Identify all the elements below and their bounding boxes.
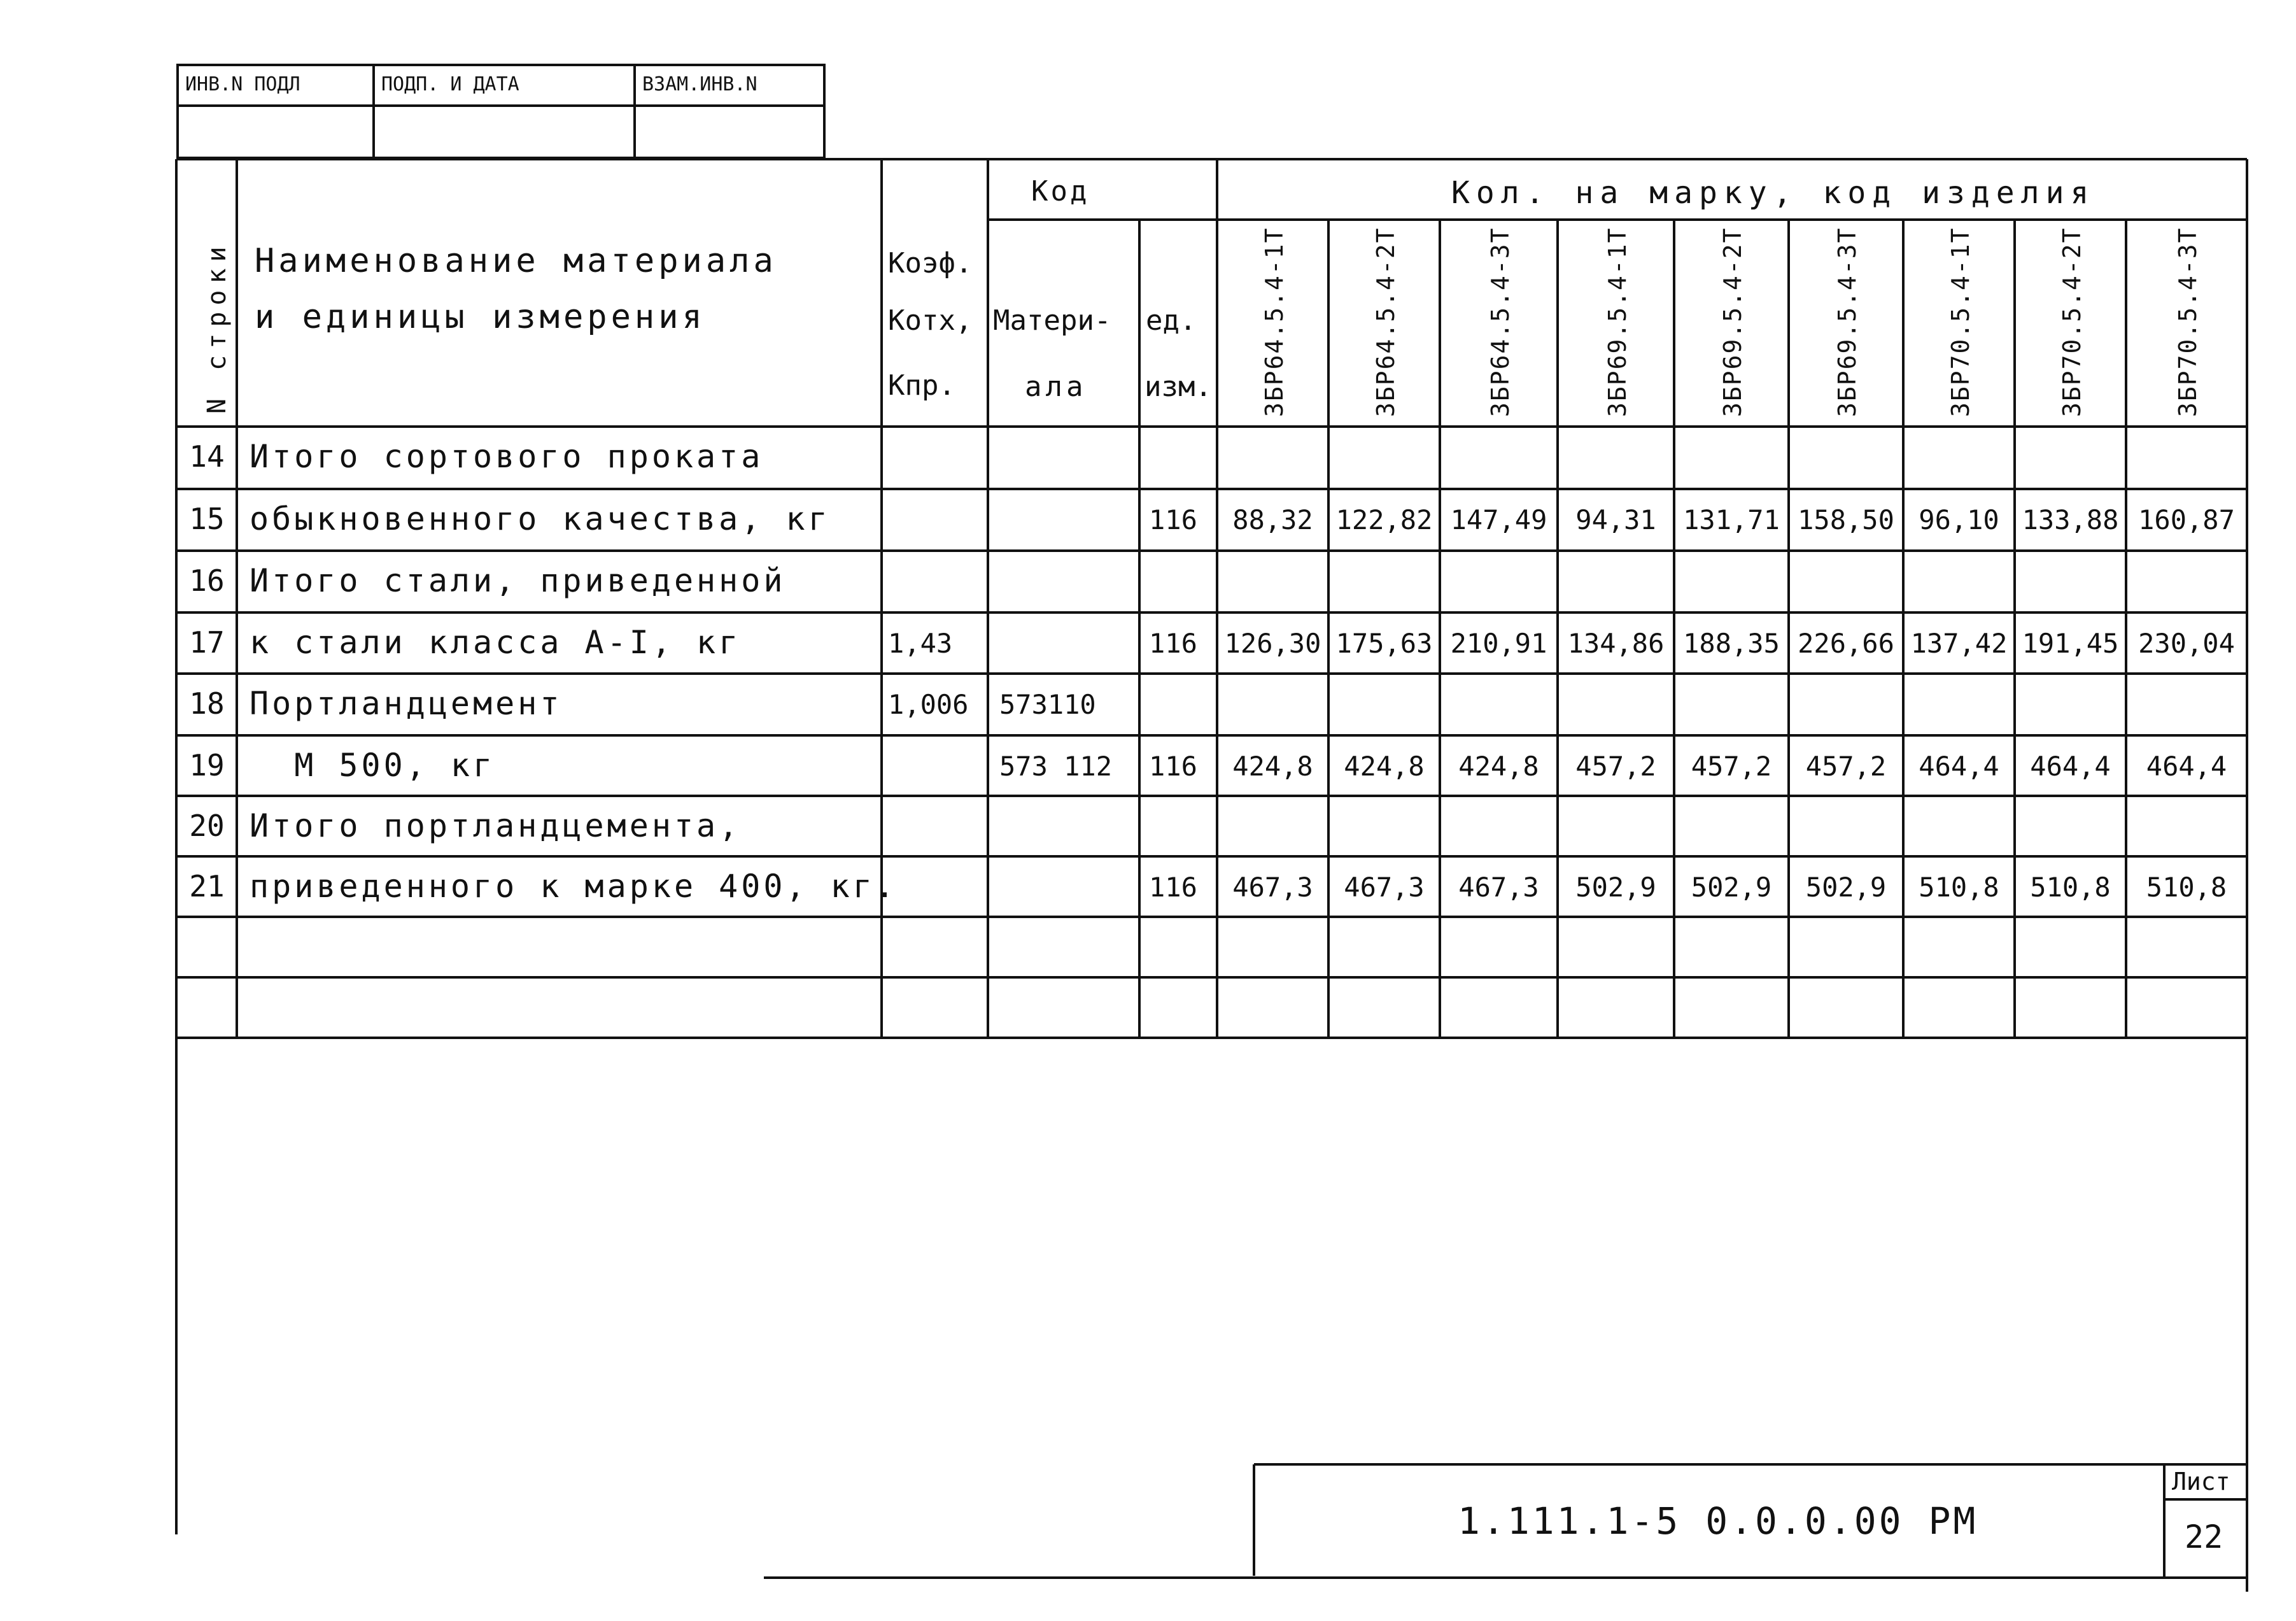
row-material-name: к стали класса А-I, кг (250, 624, 742, 661)
row-material-name: Портландцемент (250, 685, 563, 722)
row-number: 16 (189, 563, 225, 598)
row-value: 175,63 (1335, 628, 1433, 659)
mark-header-1: 3БР64.5.4-2Т (1371, 227, 1400, 417)
row-value: 502,9 (1575, 872, 1656, 903)
header-kod-unit-line1: ед. (1146, 304, 1197, 337)
row-value: 94,31 (1575, 504, 1656, 535)
row-value: 464,4 (1919, 751, 1999, 782)
mark-header-6: 3БР70.5.4-1Т (1946, 227, 1975, 417)
stamp-vzam-inv: ВЗАМ.ИНВ.N (642, 73, 757, 96)
header-kod: Код (1031, 175, 1090, 208)
row-coefficient: 1,006 (888, 689, 969, 720)
row-value: 502,9 (1691, 872, 1772, 903)
row-unit-code: 116 (1149, 504, 1197, 535)
row-value: 230,04 (2138, 628, 2235, 659)
mark-header-5: 3БР69.5.4-3Т (1833, 227, 1861, 417)
mark-header-7: 3БР70.5.4-2Т (2057, 227, 2086, 417)
row-value: 457,2 (1575, 751, 1656, 782)
stamp-inv-podl: ИНВ.N ПОДЛ (179, 66, 375, 104)
stamp-podp-data: ПОДП. И ДАТА (375, 66, 636, 104)
row-value: 424,8 (1344, 751, 1425, 782)
row-value: 467,3 (1458, 872, 1539, 903)
mark-header-3: 3БР69.5.4-1Т (1603, 227, 1631, 417)
row-value: 160,87 (2138, 504, 2235, 535)
row-value: 210,91 (1450, 628, 1547, 659)
row-unit-code: 116 (1149, 872, 1197, 903)
row-value: 158,50 (1798, 504, 1894, 535)
row-material-name: Итого стали, приведенной (250, 562, 786, 599)
header-kod-unit-line2: изм. (1144, 371, 1212, 403)
row-coefficient: 1,43 (888, 628, 953, 659)
row-value: 464,4 (2030, 751, 2111, 782)
row-value: 226,66 (1798, 628, 1894, 659)
row-material-code: 573 112 (999, 751, 1113, 782)
row-value: 510,8 (2030, 872, 2111, 903)
row-value: 188,35 (1683, 628, 1780, 659)
header-name-line1: Наименование материала (255, 242, 777, 280)
header-coef-line2: Котх, (888, 304, 973, 337)
mark-header-0: 3БР64.5.4-1Т (1260, 227, 1288, 417)
row-value: 457,2 (1805, 751, 1887, 782)
row-unit-code: 116 (1149, 751, 1197, 782)
sheet-label: Лист (2172, 1468, 2230, 1496)
row-material-name: Итого портландцемента, (250, 807, 742, 844)
row-value: 510,8 (1919, 872, 1999, 903)
row-value: 126,30 (1224, 628, 1321, 659)
row-material-name: обыкновенного качества, кг (250, 500, 831, 537)
row-value: 457,2 (1691, 751, 1772, 782)
row-value: 502,9 (1805, 872, 1887, 903)
row-material-code: 573110 (999, 689, 1096, 720)
row-value: 510,8 (2146, 872, 2227, 903)
header-kod-material-line1: Матери- (993, 304, 1111, 337)
row-number: 15 (189, 502, 225, 536)
row-number: 21 (189, 869, 225, 903)
row-number: 19 (189, 748, 225, 782)
row-value: 424,8 (1458, 751, 1539, 782)
sheet-number: 22 (2185, 1518, 2223, 1555)
row-value: 464,4 (2146, 751, 2227, 782)
header-row-no: N строки (202, 240, 232, 414)
mark-header-8: 3БР70.5.4-3Т (2174, 227, 2202, 417)
document-code: 1.111.1-5 0.0.0.00 РМ (1458, 1499, 1978, 1543)
row-value: 467,3 (1344, 872, 1425, 903)
header-qty-title: Кол. на марку, код изделия (1451, 175, 2095, 211)
row-number: 20 (189, 809, 225, 843)
row-number: 17 (189, 625, 225, 660)
row-value: 147,49 (1450, 504, 1547, 535)
row-value: 96,10 (1919, 504, 1999, 535)
row-value: 191,45 (2022, 628, 2119, 659)
row-value: 467,3 (1232, 872, 1313, 903)
row-value: 424,8 (1232, 751, 1313, 782)
row-material-name: М 500, кг (250, 747, 496, 784)
row-value: 133,88 (2022, 504, 2119, 535)
row-number: 14 (189, 439, 225, 474)
row-value: 137,42 (1910, 628, 2008, 659)
header-kod-material-line2: ала (1025, 371, 1087, 403)
row-value: 131,71 (1683, 504, 1780, 535)
mark-header-4: 3БР69.5.4-2Т (1719, 227, 1747, 417)
row-value: 88,32 (1232, 504, 1313, 535)
row-value: 134,86 (1567, 628, 1665, 659)
mark-header-2: 3БР64.5.4-3Т (1486, 227, 1514, 417)
header-coef-line3: Кпр. (888, 369, 955, 402)
header-name-line2: и единицы измерения (255, 298, 706, 336)
row-number: 18 (189, 686, 225, 721)
row-value: 122,82 (1335, 504, 1433, 535)
row-material-name: приведенного к марке 400, кг. (250, 868, 898, 905)
row-unit-code: 116 (1149, 628, 1197, 659)
header-coef-line1: Коэф. (888, 247, 973, 280)
row-material-name: Итого сортового проката (250, 438, 764, 475)
